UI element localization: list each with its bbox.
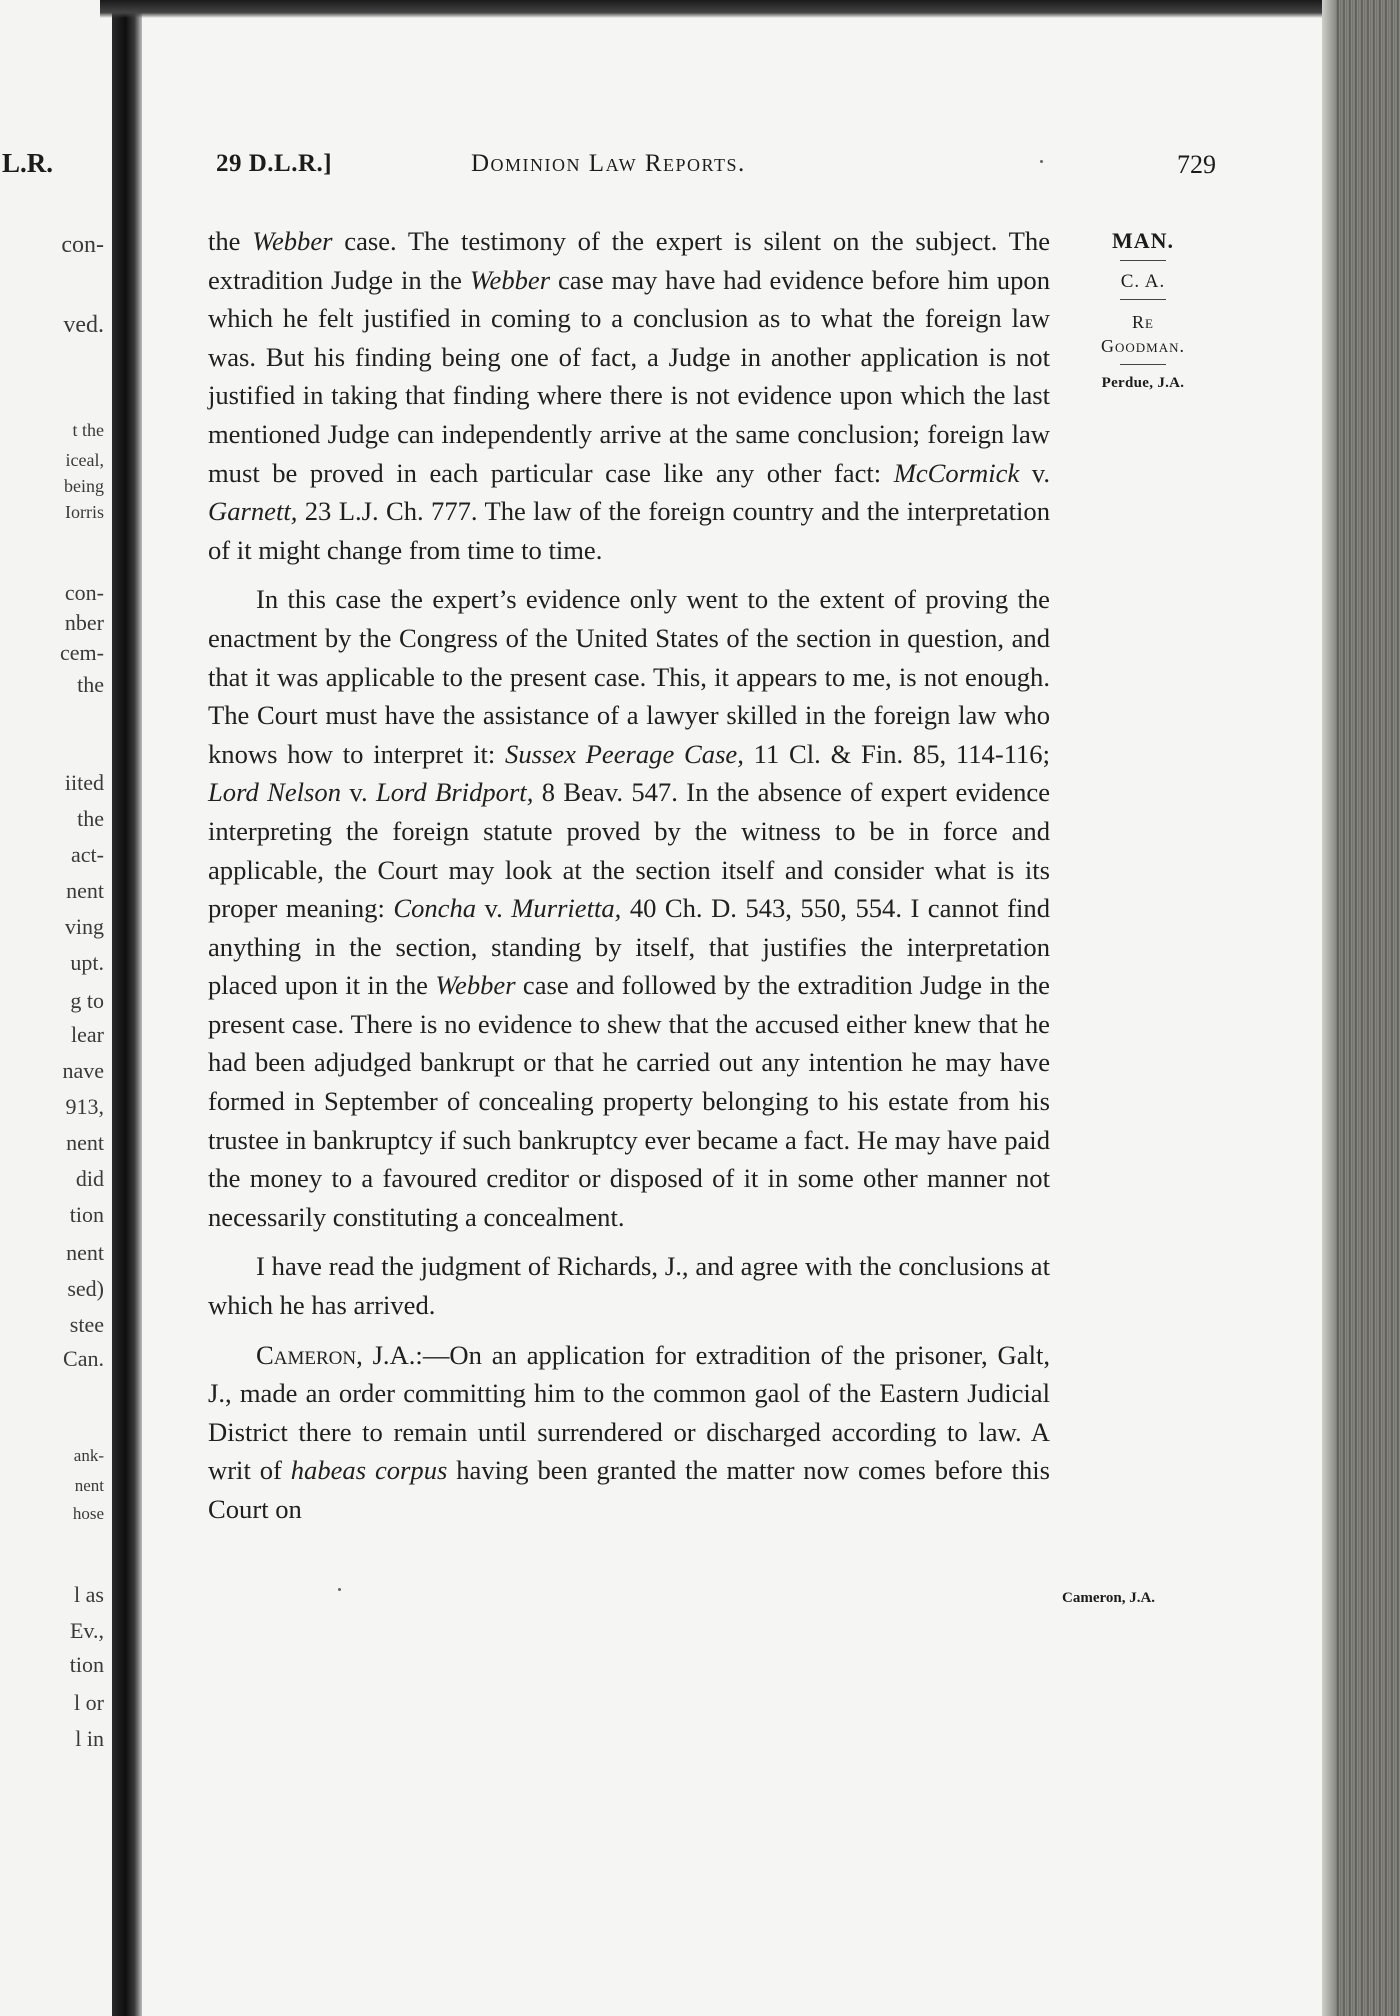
paragraph-1: the Webber case. The testimony of the expert is silent on the subject. The extradition Judge in the Webber case may have had evidence before him upon which he felt justified in coming to a conclusion as to what the foreign law was. But his finding being one of fact, a Judge in another application is not justified in taking that finding where there is not evidence upon which the last mentioned Judge can independently arrive at the same conclusion; foreign law must be proved in each particular case like any other fact: McCormick v. Garnett, 23 L.J. Ch. 777. The law of the foreign country and the interpretation of it might change from time to time. bbox=[208, 226, 1051, 565]
previous-page-fragment: nent bbox=[66, 1240, 104, 1265]
case-name-italic: Webber bbox=[252, 226, 333, 256]
previous-page-fragment: ank- bbox=[73, 1446, 104, 1465]
case-name-italic: Lord Bridport, bbox=[375, 777, 534, 808]
previous-page-header: L.R. bbox=[2, 148, 54, 178]
case-name-italic: Webber bbox=[469, 264, 551, 295]
previous-page-fragment: the bbox=[77, 806, 104, 831]
case-name-italic: Garnett, bbox=[208, 496, 298, 527]
paragraph-2: In this case the expert’s evidence only went to the extent of proving the enactment by the Congress of the United States of the section in question, and that it was applicable to the present case. This, it appears to me, is not enough. The Court must have the assistance of a lawyer skilled in the foreign law who knows how to interpret it: Sussex Peerage Case, 11 Cl. & Fin. 85, 114-116; Lord Nelson v. Lord Bridport, 8 Beav. 547. In the absence of expert evidence interpreting the foreign statute proved by the witness to be in force and applicable, the Court may look at the section itself and consider what is its proper meaning: Concha v. Murrietta, 40 Ch. D. 543, 550, 554. I cannot find anything in the section, standing by itself, that justifies the interpretation placed upon it in the Webber case and followed by the extradition Judge in the present case. There is no evidence to shew that the accused either knew that he had been adjudged bankrupt or that he carried out any intention he may have formed in September of concealing property belonging to his estate from his trustee in bankruptcy if such bankruptcy ever became a fact. He may have paid the money to a favoured creditor or disposed of it in some other manner not necessarily constituting a concealment. bbox=[208, 584, 1051, 1232]
previous-page-fragment: l or bbox=[74, 1690, 104, 1715]
judge-name-smallcaps: Cameron bbox=[256, 1339, 357, 1370]
court-division: C. A. bbox=[1120, 271, 1166, 292]
margin-rule bbox=[1120, 299, 1166, 300]
paper-speck bbox=[1040, 160, 1043, 163]
previous-page-fragment: nent bbox=[74, 1476, 104, 1495]
previous-page-strip bbox=[0, 0, 112, 2016]
volume-reference: 29 D.L.R.] bbox=[216, 150, 333, 177]
previous-page-fragment: cem- bbox=[60, 640, 104, 665]
previous-page-fragment: ved. bbox=[63, 312, 104, 338]
previous-page-fragment: nber bbox=[64, 610, 104, 635]
previous-page-fragment: Iorris bbox=[65, 502, 104, 522]
case-name-italic: Concha bbox=[393, 893, 477, 924]
case-name-italic: habeas corpus bbox=[290, 1455, 448, 1486]
margin-rule bbox=[1120, 260, 1166, 261]
previous-page-fragment: ving bbox=[64, 914, 104, 939]
case-name-italic: Sussex Peerage Case, bbox=[505, 738, 744, 769]
page-number: 729 bbox=[1177, 150, 1216, 179]
paragraph-3: I have read the judgment of Richards, J., and agree with the conclusions at which he has arrived. bbox=[208, 1251, 1050, 1321]
previous-page-fragment: nent bbox=[66, 878, 104, 903]
previous-page-fragment: did bbox=[75, 1166, 104, 1191]
previous-page-fragment: l in bbox=[75, 1726, 104, 1751]
court-abbreviation: MAN. bbox=[1111, 228, 1175, 253]
case-name: Goodman. bbox=[1101, 336, 1185, 356]
previous-page-fragment: the bbox=[77, 672, 104, 697]
publication-title: Dominion Law Reports. bbox=[471, 150, 746, 177]
previous-page-fragment: 913, bbox=[65, 1094, 104, 1119]
case-name-italic: Lord Nelson bbox=[208, 777, 341, 808]
previous-page-fragment: Ev., bbox=[69, 1618, 104, 1643]
previous-page-fragment: tion bbox=[69, 1652, 104, 1677]
previous-page-fragment: stee bbox=[69, 1312, 104, 1337]
margin-rule bbox=[1120, 364, 1166, 365]
previous-page-fragment: sed) bbox=[67, 1276, 104, 1301]
previous-page-fragment: t the bbox=[72, 420, 104, 440]
previous-page-fragment: act- bbox=[71, 842, 104, 867]
previous-page-fragment: Can. bbox=[63, 1346, 104, 1371]
previous-page-fragment: tion bbox=[69, 1202, 104, 1227]
previous-page-fragment: hose bbox=[72, 1504, 104, 1523]
book-top-shadow bbox=[100, 0, 1340, 18]
case-re: Re bbox=[1132, 312, 1154, 332]
body-text bbox=[208, 222, 1050, 1540]
previous-page-fragment: nent bbox=[66, 1130, 104, 1155]
previous-page-fragment: iited bbox=[64, 770, 104, 795]
margin-notes bbox=[1078, 228, 1208, 392]
book-gutter bbox=[112, 0, 142, 2016]
previous-page-fragment: con- bbox=[61, 232, 104, 258]
previous-page-fragment: being bbox=[64, 476, 104, 496]
judge-note-perdue: Perdue, J.A. bbox=[1101, 375, 1185, 391]
previous-page-fragment: lear bbox=[71, 1022, 104, 1047]
previous-page-fragment: upt. bbox=[70, 950, 104, 975]
book-page-edges bbox=[1322, 0, 1400, 2016]
previous-page-fragment: con- bbox=[64, 580, 104, 605]
case-name-italic: McCormick bbox=[893, 457, 1020, 488]
previous-page-fragment: l as bbox=[74, 1582, 104, 1607]
judge-note-cameron: Cameron, J.A. bbox=[1062, 1590, 1156, 1606]
case-name-italic: Murrietta, bbox=[511, 893, 622, 924]
running-head bbox=[216, 150, 1216, 190]
case-name-italic: Webber bbox=[435, 970, 516, 1001]
previous-page-fragment: g to bbox=[70, 988, 104, 1013]
previous-page-fragment: iceal, bbox=[65, 450, 104, 470]
paragraph-4: Cameron, J.A.:—On an application for extradition of the prisoner, Galt, J., made an order committing him to the common gaol of the Eastern Judicial District there to remain until surrendered or discharged according to law. A writ of habeas corpus having been granted the matter now comes before this Court on bbox=[208, 1339, 1050, 1524]
paper-speck bbox=[338, 1588, 341, 1591]
previous-page-fragment: nave bbox=[62, 1058, 104, 1083]
